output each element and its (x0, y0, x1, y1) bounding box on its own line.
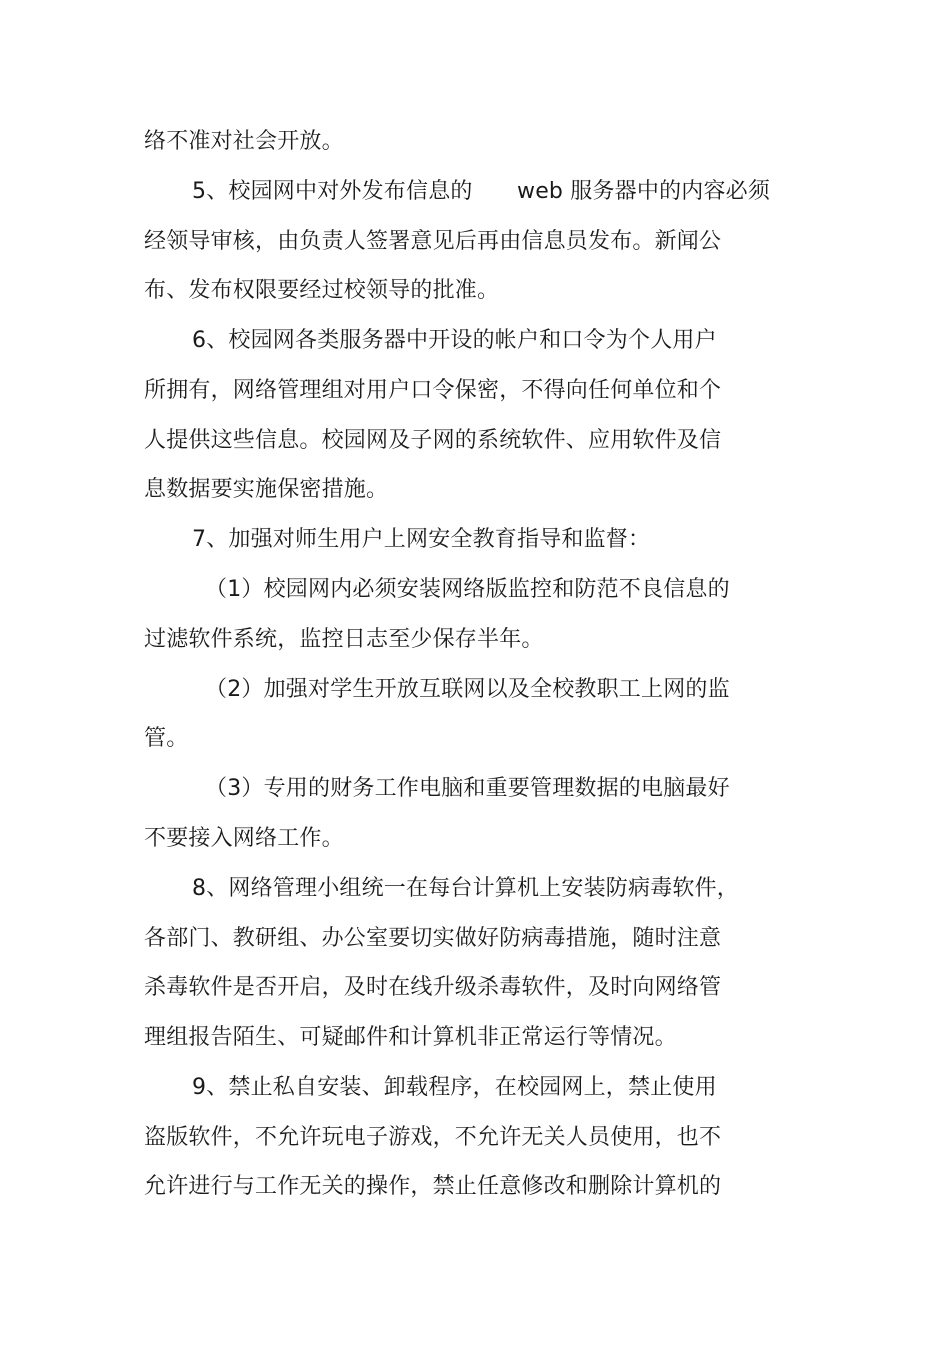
text-line: 6、校园网各类服务器中开设的帐户和口令为个人用户 (192, 328, 717, 353)
text-line: 络不准对社会开放。 (144, 129, 344, 154)
text-line: 5、校园网中对外发布信息的 web 服务器中的内容必须 (192, 179, 771, 204)
text-line: 人提供这些信息。校园网及子网的系统软件、应用软件及信 (144, 428, 722, 453)
text-line: 过滤软件系统，监控日志至少保存半年。 (144, 627, 544, 652)
text-line: 管。 (144, 726, 189, 751)
text-line: 盗版软件，不允许玩电子游戏，不允许无关人员使用，也不 (144, 1125, 722, 1150)
text-line: 不要接入网络工作。 (144, 826, 344, 851)
text-line: 杀毒软件是否开启，及时在线升级杀毒软件，及时向网络管 (144, 975, 722, 1000)
text-line: 所拥有，网络管理组对用户口令保密，不得向任何单位和个 (144, 378, 722, 403)
text-line: 布、发布权限要经过校领导的批准。 (144, 278, 500, 303)
text-line: （1）校园网内必须安装网络版监控和防范不良信息的 (205, 577, 730, 602)
text-line: 7、加强对师生用户上网安全教育指导和监督： (192, 527, 651, 552)
text-line: 9、禁止私自安装、卸载程序，在校园网上，禁止使用 (192, 1075, 717, 1100)
text-line: （2）加强对学生开放互联网以及全校教职工上网的监 (205, 677, 730, 702)
text-line: 各部门、教研组、办公室要切实做好防病毒措施，随时注意 (144, 926, 722, 951)
text-line: 息数据要实施保密措施。 (144, 477, 389, 502)
text-line: 8、网络管理小组统一在每台计算机上安装防病毒软件， (192, 876, 739, 901)
text-line: 经领导审核，由负责人签署意见后再由信息员发布。新闻公 (144, 229, 722, 254)
text-line: 理组报告陌生、可疑邮件和计算机非正常运行等情况。 (144, 1025, 677, 1050)
text-line: 允许进行与工作无关的操作，禁止任意修改和删除计算机的 (144, 1174, 722, 1199)
text-line: （3）专用的财务工作电脑和重要管理数据的电脑最好 (205, 776, 730, 801)
